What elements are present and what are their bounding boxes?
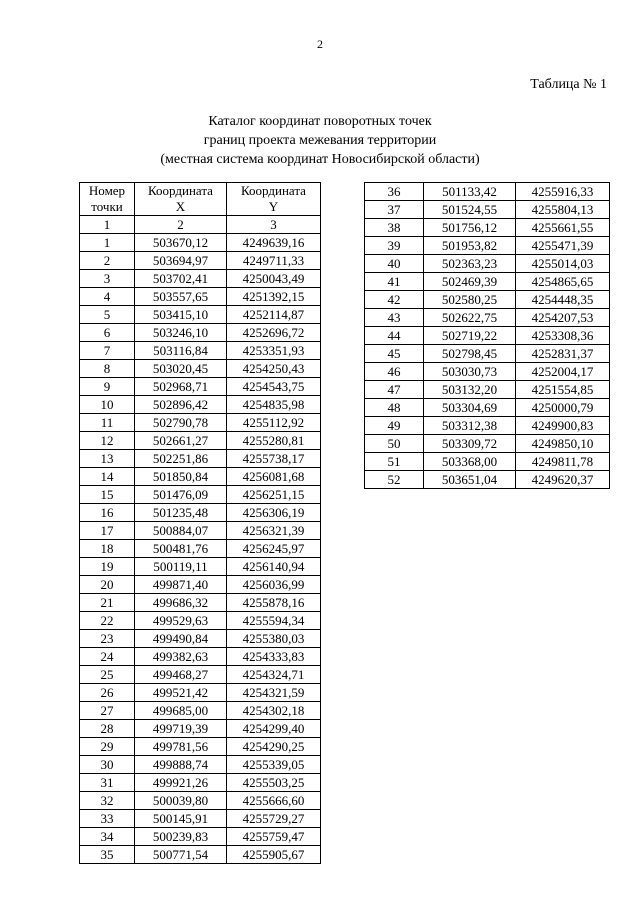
coordinate-y-cell: 4254324,71 [227,666,321,684]
coordinate-x-cell: 503312,38 [424,417,516,435]
coordinate-x-cell: 502469,39 [424,273,516,291]
coordinate-x-cell: 499490,84 [135,630,227,648]
point-number-cell: 24 [80,648,135,666]
table-row [365,255,610,273]
coordinate-y-cell: 4249639,16 [227,234,321,252]
point-number-cell: 15 [80,486,135,504]
column-number-2: 2 [135,216,227,234]
table-row [80,666,321,684]
coordinates-table-left [79,182,321,864]
coordinate-y-cell: 4255738,17 [227,450,321,468]
coordinate-y-cell: 4256245,97 [227,540,321,558]
coordinate-x-cell: 500239,83 [135,828,227,846]
coordinate-y-cell: 4255280,81 [227,432,321,450]
coordinate-y-cell: 4255339,05 [227,756,321,774]
point-number-cell: 43 [365,309,424,327]
table-row [80,414,321,432]
table-row [80,306,321,324]
point-number-cell: 39 [365,237,424,255]
point-number-cell: 1 [80,234,135,252]
table-row [365,471,610,489]
title-line-1: Каталог координат поворотных точек [208,114,432,129]
coordinate-y-cell: 4254302,18 [227,702,321,720]
table-row [80,702,321,720]
coordinate-x-cell: 502798,45 [424,345,516,363]
coordinate-y-cell: 4254207,53 [516,309,610,327]
coordinate-x-cell: 501850,84 [135,468,227,486]
coordinate-y-cell: 4256321,39 [227,522,321,540]
coordinate-x-cell: 503670,12 [135,234,227,252]
coordinate-y-cell: 4249850,10 [516,435,610,453]
table-row [365,363,610,381]
table-row [80,450,321,468]
table-row [80,396,321,414]
point-number-cell: 48 [365,399,424,417]
coordinate-x-cell: 499685,00 [135,702,227,720]
table-row [80,810,321,828]
coordinate-y-cell: 4255112,92 [227,414,321,432]
point-number-cell: 49 [365,417,424,435]
coordinate-x-cell: 499529,63 [135,612,227,630]
point-number-cell: 7 [80,342,135,360]
point-number-cell: 38 [365,219,424,237]
coordinate-x-cell: 499871,40 [135,576,227,594]
point-number-cell: 11 [80,414,135,432]
table-row [80,468,321,486]
coordinate-x-cell: 503030,73 [424,363,516,381]
coordinate-y-cell: 4256251,15 [227,486,321,504]
point-number-cell: 33 [80,810,135,828]
coordinate-x-cell: 502363,23 [424,255,516,273]
coordinate-x-cell: 503020,45 [135,360,227,378]
coordinates-table-right [364,182,610,489]
table-row [365,453,610,471]
point-number-cell: 14 [80,468,135,486]
coordinate-x-cell: 502661,27 [135,432,227,450]
coordinate-x-cell: 499468,27 [135,666,227,684]
point-number-cell: 41 [365,273,424,291]
coordinate-x-cell: 502896,42 [135,396,227,414]
coordinate-x-cell: 503368,00 [424,453,516,471]
point-number-cell: 42 [365,291,424,309]
point-number-cell: 45 [365,345,424,363]
coordinate-x-cell: 500771,54 [135,846,227,864]
coordinate-y-cell: 4252831,37 [516,345,610,363]
coordinate-y-cell: 4255878,16 [227,594,321,612]
table-row [80,720,321,738]
point-number-cell: 22 [80,612,135,630]
header-row [80,183,321,216]
coordinate-y-cell: 4255729,27 [227,810,321,828]
table-row [365,219,610,237]
point-number-cell: 29 [80,738,135,756]
coordinate-x-cell: 503132,20 [424,381,516,399]
coordinate-y-cell: 4253308,36 [516,327,610,345]
point-number-cell: 18 [80,540,135,558]
point-number-cell: 32 [80,792,135,810]
coordinate-x-cell: 499382,63 [135,648,227,666]
coordinate-y-cell: 4252004,17 [516,363,610,381]
coordinate-y-cell: 4251392,15 [227,288,321,306]
table-row [80,648,321,666]
coordinate-x-cell: 501476,09 [135,486,227,504]
point-number-cell: 31 [80,774,135,792]
point-number-cell: 3 [80,270,135,288]
table-row [80,522,321,540]
table-row [365,273,610,291]
table-row [80,288,321,306]
point-number-cell: 16 [80,504,135,522]
point-number-cell: 47 [365,381,424,399]
point-number-cell: 23 [80,630,135,648]
coordinate-y-cell: 4252696,72 [227,324,321,342]
coordinate-y-cell: 4255666,60 [227,792,321,810]
coordinate-y-cell: 4255661,55 [516,219,610,237]
coordinate-y-cell: 4255471,39 [516,237,610,255]
coordinate-y-cell: 4251554,85 [516,381,610,399]
coordinate-y-cell: 4256081,68 [227,468,321,486]
coordinate-x-cell: 503702,41 [135,270,227,288]
coordinate-x-cell: 501524,55 [424,201,516,219]
coordinate-y-cell: 4256306,19 [227,504,321,522]
table-row [80,234,321,252]
table-row [80,432,321,450]
table-row [365,345,610,363]
table-row [365,417,610,435]
table-row [365,435,610,453]
point-number-cell: 37 [365,201,424,219]
coordinate-y-cell: 4250000,79 [516,399,610,417]
point-number-cell: 8 [80,360,135,378]
coordinate-y-cell: 4255594,34 [227,612,321,630]
point-number-cell: 4 [80,288,135,306]
table-row [80,630,321,648]
point-number-cell: 21 [80,594,135,612]
table-row [80,342,321,360]
table-row [80,612,321,630]
coordinate-x-cell: 503557,65 [135,288,227,306]
column-number-row [80,216,321,234]
table-row [365,183,610,201]
coordinate-y-cell: 4255804,13 [516,201,610,219]
coordinate-x-cell: 503246,10 [135,324,227,342]
table-row [365,201,610,219]
coordinate-x-cell: 503694,97 [135,252,227,270]
coordinate-y-cell: 4254835,98 [227,396,321,414]
table-row [80,486,321,504]
coordinate-y-cell: 4255759,47 [227,828,321,846]
title-line-3: (местная система координат Новосибирской области) [160,152,480,167]
coordinate-x-cell: 500884,07 [135,522,227,540]
point-number-cell: 17 [80,522,135,540]
header-coordinate-x: Координата X [135,183,227,216]
point-number-cell: 40 [365,255,424,273]
point-number-cell: 51 [365,453,424,471]
point-number-cell: 25 [80,666,135,684]
point-number-cell: 50 [365,435,424,453]
coordinate-y-cell: 4255503,25 [227,774,321,792]
column-number-1: 1 [80,216,135,234]
header-point-number: Номер точки [80,183,135,216]
point-number-cell: 2 [80,252,135,270]
table-row [365,291,610,309]
coordinate-y-cell: 4254543,75 [227,378,321,396]
table-row [80,792,321,810]
coordinate-y-cell: 4255380,03 [227,630,321,648]
coordinate-x-cell: 503304,69 [424,399,516,417]
table-row [80,738,321,756]
coordinate-x-cell: 499781,56 [135,738,227,756]
column-number-3: 3 [227,216,321,234]
coordinate-y-cell: 4254321,59 [227,684,321,702]
coordinate-y-cell: 4249811,78 [516,453,610,471]
point-number-cell: 19 [80,558,135,576]
table-row [365,237,610,255]
point-number-cell: 30 [80,756,135,774]
point-number-cell: 52 [365,471,424,489]
point-number-cell: 9 [80,378,135,396]
coordinate-x-cell: 502968,71 [135,378,227,396]
coordinate-y-cell: 4255014,03 [516,255,610,273]
coordinate-x-cell: 500481,76 [135,540,227,558]
point-number-cell: 10 [80,396,135,414]
coordinate-x-cell: 503116,84 [135,342,227,360]
point-number-cell: 27 [80,702,135,720]
table-row [80,540,321,558]
page-title [0,112,640,169]
table-row [80,774,321,792]
point-number-cell: 34 [80,828,135,846]
coordinate-x-cell: 499686,32 [135,594,227,612]
coordinate-x-cell: 503309,72 [424,435,516,453]
coordinate-y-cell: 4249900,83 [516,417,610,435]
coordinate-y-cell: 4254299,40 [227,720,321,738]
coordinate-y-cell: 4254250,43 [227,360,321,378]
coordinate-y-cell: 4249620,37 [516,471,610,489]
point-number-cell: 35 [80,846,135,864]
coordinate-x-cell: 501235,48 [135,504,227,522]
coordinate-x-cell: 499521,42 [135,684,227,702]
coordinate-x-cell: 502622,75 [424,309,516,327]
table-row [80,360,321,378]
coordinate-x-cell: 500145,91 [135,810,227,828]
coordinate-x-cell: 502251,86 [135,450,227,468]
table-row [365,381,610,399]
coordinate-x-cell: 501756,12 [424,219,516,237]
table-label: Таблица № 1 [530,77,607,92]
coordinate-x-cell: 502580,25 [424,291,516,309]
title-line-2: границ проекта межевания территории [203,133,437,148]
coordinate-x-cell: 501133,42 [424,183,516,201]
table-row [80,828,321,846]
point-number-cell: 5 [80,306,135,324]
table-row [80,324,321,342]
coordinate-x-cell: 503415,10 [135,306,227,324]
coordinate-x-cell: 499888,74 [135,756,227,774]
header-coordinate-y: Координата Y [227,183,321,216]
coordinate-x-cell: 500039,80 [135,792,227,810]
coordinate-x-cell: 501953,82 [424,237,516,255]
point-number-cell: 12 [80,432,135,450]
table-row [80,558,321,576]
point-number-cell: 26 [80,684,135,702]
table-row [80,252,321,270]
table-row [365,309,610,327]
coordinate-y-cell: 4255905,67 [227,846,321,864]
point-number-cell: 46 [365,363,424,381]
point-number-cell: 20 [80,576,135,594]
coordinate-x-cell: 499719,39 [135,720,227,738]
page-number: 2 [317,37,323,51]
coordinate-y-cell: 4254448,35 [516,291,610,309]
table-row [365,399,610,417]
point-number-cell: 36 [365,183,424,201]
coordinate-y-cell: 4253351,93 [227,342,321,360]
table-row [80,378,321,396]
coordinate-x-cell: 502790,78 [135,414,227,432]
table-row [80,270,321,288]
table-row [80,846,321,864]
table-row [365,327,610,345]
table-row [80,594,321,612]
coordinate-y-cell: 4256036,99 [227,576,321,594]
point-number-cell: 28 [80,720,135,738]
coordinate-y-cell: 4252114,87 [227,306,321,324]
point-number-cell: 6 [80,324,135,342]
coordinate-x-cell: 503651,04 [424,471,516,489]
coordinate-y-cell: 4254290,25 [227,738,321,756]
table-row [80,504,321,522]
coordinate-x-cell: 502719,22 [424,327,516,345]
point-number-cell: 13 [80,450,135,468]
table-row [80,576,321,594]
coordinate-y-cell: 4249711,33 [227,252,321,270]
point-number-cell: 44 [365,327,424,345]
coordinate-y-cell: 4254865,65 [516,273,610,291]
table-row [80,684,321,702]
coordinate-y-cell: 4250043,49 [227,270,321,288]
coordinate-x-cell: 499921,26 [135,774,227,792]
table-row [80,756,321,774]
coordinate-y-cell: 4256140,94 [227,558,321,576]
coordinate-y-cell: 4255916,33 [516,183,610,201]
coordinate-y-cell: 4254333,83 [227,648,321,666]
coordinate-x-cell: 500119,11 [135,558,227,576]
